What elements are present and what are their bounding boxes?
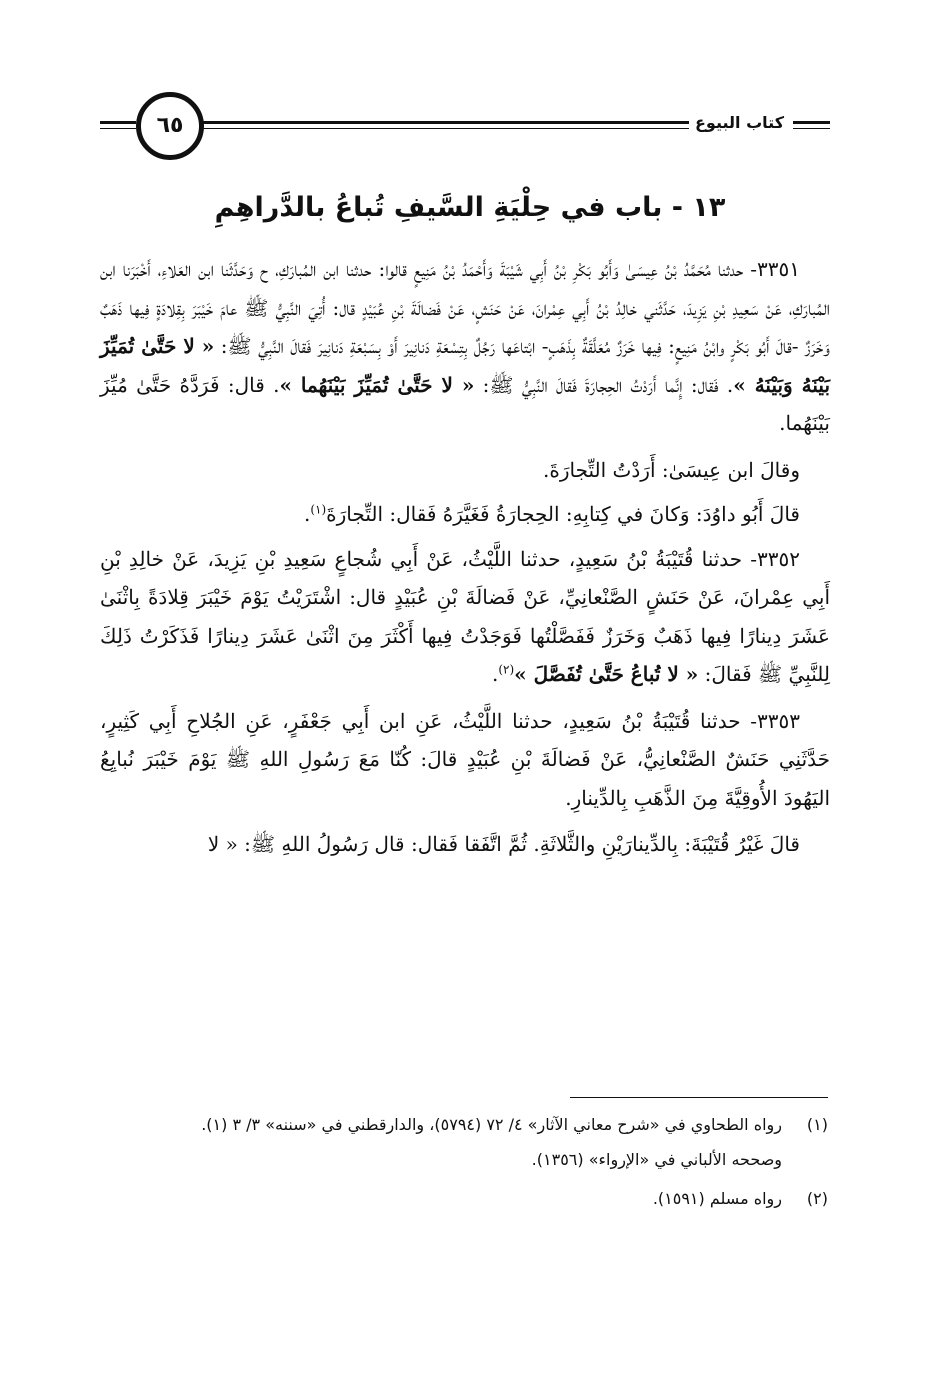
book-title: كتاب البيوع xyxy=(689,112,790,134)
narrator-note xyxy=(100,451,830,490)
header-rule xyxy=(180,128,725,129)
header-rule xyxy=(180,121,725,124)
footnote-ref[interactable]: (٢) xyxy=(498,662,515,677)
chapter-heading: ١٣ - باب في حِلْيَةِ السَّيفِ تُباعُ بالدَّراهِمِ xyxy=(214,192,726,223)
note-text: قالَ أَبُو داوُدَ: وَكانَ في كِتابِهِ: الحِجارَةُ فَغَيَّرَهُ فَقال: التِّجارَةَ xyxy=(326,502,800,526)
footnote-separator xyxy=(570,1097,828,1098)
header-rule xyxy=(100,128,136,129)
page-number-badge xyxy=(136,92,204,160)
abu-dawud-note: قالَ أَبُو داوُدَ: وَكانَ في كِتابِهِ: الحِجارَةُ فَغَيَّرَهُ فَقال: التِّجارَةَ$^{(١)}$. xyxy=(303,502,800,526)
hadith-text: ٣٣٥٣- حدثنا قُتَيْبَةُ بْنُ سَعِيدٍ، حدثنا اللَّيْثُ، عَنِ ابن أَبِي جَعْفَرٍ، عَنِ الجُلاحِ أَبِي كَثِيرٍ، حَدَّثَنِي حَنَشٌ الصَّنْعانِيُّ، عَنْ فَضالَةَ بْنِ عُبَيْدٍ قالَ: كُنّا مَعَ رَسُولِ اللهِ ﷺ يَوْمَ خَيْبَرَ نُبايِعُ اليَهُودَ الأُوقِيَّةَ مِنَ الذَّهَبِ بِالدِّينارِ. xyxy=(100,708,830,810)
footnote-1 xyxy=(100,1108,828,1141)
note-text: وقالَ ابن عِيسَىٰ: أَرَدْتُ التِّجارَةَ. xyxy=(543,457,800,482)
hadith-text: ٣٣٥١- حدثنا مُحَمَّدُ بْنُ عِيسَىٰ وَأَبُو بَكْرِ بْنُ أَبِي شَيْبَةَ وَأَحْمَدُ بْنُ مَنِيعٍ قالوا: حدثنا ابن المُبارَكِ، ح وَحَدَّثَنا ابن العَلاءِ، أَخْبَرَنا ابن المُبارَكِ، عَنْ سَعِيدِ بْنِ يَزِيدَ، حَدَّثَني خالِدُ بْنُ أَبِي عِمْرانَ، عَنْ حَنَشٍ، عَنْ فَضالَةَ بْنِ عُبَيْدٍ قال: أُتِيَ النَّبِيُّ ﷺ عامَ خَيْبَرَ بِقِلادَةٍ فِيها ذَهَبٌ وَخَرَزٌ -قالَ أَبُو بَكْرٍ وابْنُ مَنِيعٍ: فِيها خَرَزٌ مُعَلَّقَةٌ بِذَهَبٍ- ابْتاعَها رَجُلٌ بِتِسْعَةِ دَنانِيرَ أَوْ بِسَبْعَةِ دَنانِيرَ فَقالَ النَّبِيُّ ﷺ: xyxy=(100,257,830,358)
footnote-marker: (٢) xyxy=(806,1189,828,1208)
header-rule xyxy=(100,121,136,124)
hadith-3353 xyxy=(100,702,830,818)
page-number: ٦٥ xyxy=(156,113,184,138)
hadith-3351 xyxy=(100,250,830,443)
footnote-2 xyxy=(100,1182,828,1215)
footnotes xyxy=(100,1108,828,1217)
hadith-text: . قال: فَرَدَّهُ حَتَّىٰ مُيِّزَ بَيْنَهُما. xyxy=(100,372,830,435)
header-rule xyxy=(793,128,830,129)
running-header xyxy=(100,92,830,162)
hadith-3352: ٣٣٥٢- حدثنا قُتَيْبَةُ بْنُ سَعِيدٍ، حدثنا اللَّيْثُ، عَنْ أَبِي شُجاعٍ سَعِيدِ بْنِ يَزِيدَ، عَنْ خالِدِ بْنِ أَبِي عِمْرانَ، عَنْ حَنَشٍ الصَّنْعانِيِّ، عَنْ فَضالَةَ بْنِ عُبَيْدٍ قال: اشْتَرَيْتُ يَوْمَ خَيْبَرَ قِلادَةً بِاثْنَىٰ عَشَرَ دِينارًا فِيها ذَهَبٌ وَخَرَزٌ فَفَصَّلْتُها فَوَجَدْتُ فِيها أَكْثَرَ مِنَ اثْنَىٰ عَشَرَ دِينارًا فَذَكَرْتُ ذَلِكَ لِلنَّبِيِّ ﷺ فَقالَ: « لا تُباعُ حَتَّىٰ تُفَصَّلَ »$^{(٢)}$. xyxy=(100,546,830,686)
footnote-text: رواه مسلم (١٥٩١). xyxy=(652,1189,782,1208)
footnote-text: رواه الطحاوي في «شرح معاني الآثار» ٤/ ٧٢ (٥٧٩٤)، والدارقطني في «سننه» ٣/ ٣ (١). xyxy=(201,1115,782,1134)
prophetic-quote: « لا حَتَّىٰ تُمَيِّزَ بَيْنَهُما » xyxy=(279,372,475,397)
hadith-text: . فَقال: إِنَّما أَرَدْتُ الحِجارَةَ فَقالَ النَّبِيُّ ﷺ: xyxy=(474,372,734,397)
footnote-marker: (١) xyxy=(806,1115,828,1134)
main-text xyxy=(100,250,830,872)
prophetic-quote: « لا حَتَّىٰ تُمَيِّزَ بَيْنَهُ وَبَيْنَهُ » xyxy=(100,334,831,397)
footnote-ref[interactable]: (١) xyxy=(310,502,327,517)
header-rule xyxy=(793,121,830,124)
hadith-text: ٣٣٥٢- حدثنا قُتَيْبَةُ بْنُ سَعِيدٍ، حدثنا اللَّيْثُ، عَنْ أَبِي شُجاعٍ سَعِيدِ بْنِ يَزِيدَ، عَنْ خالِدِ بْنِ أَبِي عِمْرانَ، عَنْ حَنَشٍ الصَّنْعانِيِّ، عَنْ فَضالَةَ بْنِ عُبَيْدٍ قال: اشْتَرَيْتُ يَوْمَ خَيْبَرَ قِلادَةً بِاثْنَىٰ عَشَرَ دِينارًا فِيها ذَهَبٌ وَخَرَزٌ فَفَصَّلْتُها فَوَجَدْتُ فِيها أَكْثَرَ مِنَ اثْنَىٰ عَشَرَ دِينارًا فَذَكَرْتُ ذَلِكَ لِلنَّبِيِّ ﷺ فَقالَ: xyxy=(100,546,830,686)
hadith-text: قالَ غَيْرُ قُتَيْبَةَ: بِالدِّينارَيْنِ والثَّلاثَةِ. ثُمَّ اتَّفَقا فَقال: قال رَسُولُ اللهِ ﷺ: « لا xyxy=(207,832,800,856)
hadith-3353-continued xyxy=(100,825,830,864)
footnote-1-continuation: وصححه الألباني في «الإرواء» (١٣٥٦). xyxy=(531,1150,782,1169)
prophetic-quote: « لا تُباعُ حَتَّىٰ تُفَصَّلَ » xyxy=(514,662,699,686)
